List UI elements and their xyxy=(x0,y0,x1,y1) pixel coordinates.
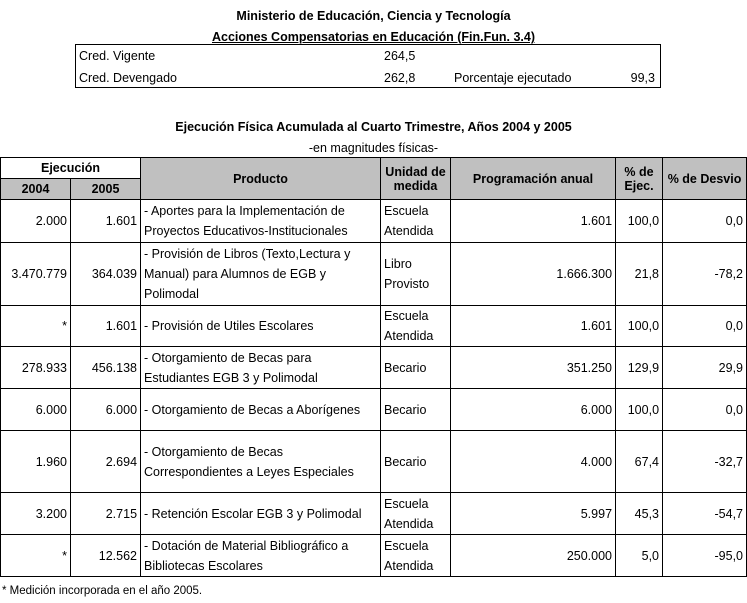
cell-2005: 1.601 xyxy=(71,306,141,347)
cell-unidad: Becario xyxy=(381,347,451,389)
pct-executed-value: 99,3 xyxy=(630,71,655,85)
cell-2005: 2.715 xyxy=(71,493,141,535)
credit-row-vigente xyxy=(76,49,660,69)
cell-pct-desvio: 0,0 xyxy=(663,306,747,347)
cell-unidad: Escuela Atendida xyxy=(381,493,451,535)
cell-2005: 12.562 xyxy=(71,535,141,577)
cell-programacion: 4.000 xyxy=(451,431,616,493)
credit-box xyxy=(75,44,661,88)
section-title: Ejecución Física Acumulada al Cuarto Trimestre, Años 2004 y 2005 xyxy=(175,120,572,134)
table-row xyxy=(1,306,747,347)
header-pct-desvio: % de Desvio xyxy=(663,158,747,200)
cell-unidad: Becario xyxy=(381,431,451,493)
cell-programacion: 351.250 xyxy=(451,347,616,389)
devengado-value: 262,8 xyxy=(384,71,416,85)
cell-2005: 6.000 xyxy=(71,389,141,431)
cell-programacion: 1.601 xyxy=(451,306,616,347)
cell-pct-ejec: 45,3 xyxy=(616,493,663,535)
cell-pct-desvio: -78,2 xyxy=(663,243,747,306)
cell-programacion: 1.601 xyxy=(451,200,616,243)
cell-pct-ejec: 67,4 xyxy=(616,431,663,493)
cell-pct-ejec: 21,8 xyxy=(616,243,663,306)
cell-2004: 278.933 xyxy=(1,347,71,389)
cell-pct-desvio: -95,0 xyxy=(663,535,747,577)
header-unidad: Unidad de medida xyxy=(381,158,451,200)
cell-2005: 364.039 xyxy=(71,243,141,306)
cell-2005: 2.694 xyxy=(71,431,141,493)
cell-producto: - Retención Escolar EGB 3 y Polimodal xyxy=(141,493,381,535)
header-ejecucion: Ejecución xyxy=(1,158,141,179)
execution-table xyxy=(0,157,747,577)
cell-unidad: Escuela Atendida xyxy=(381,306,451,347)
cell-2004: 1.960 xyxy=(1,431,71,493)
cell-2005: 456.138 xyxy=(71,347,141,389)
cell-pct-ejec: 100,0 xyxy=(616,306,663,347)
cell-programacion: 1.666.300 xyxy=(451,243,616,306)
cell-pct-ejec: 100,0 xyxy=(616,389,663,431)
cell-programacion: 250.000 xyxy=(451,535,616,577)
table-row xyxy=(1,243,747,306)
cell-2005: 1.601 xyxy=(71,200,141,243)
cell-producto: - Provisión de Utiles Escolares xyxy=(141,306,381,347)
footnote: * Medición incorporada en el año 2005. xyxy=(2,585,203,597)
table-row xyxy=(1,200,747,243)
cell-2004: 3.470.779 xyxy=(1,243,71,306)
cell-pct-ejec: 129,9 xyxy=(616,347,663,389)
cell-2004: 6.000 xyxy=(1,389,71,431)
header-pct-ejec: % de Ejec. xyxy=(616,158,663,200)
ministry-title: Ministerio de Educación, Ciencia y Tecnología xyxy=(236,9,511,23)
section-subtitle: -en magnitudes físicas- xyxy=(308,141,439,155)
program-title: Acciones Compensatorias en Educación (Fin.Fun. 3.4) xyxy=(212,30,535,44)
header-2005: 2005 xyxy=(71,179,141,200)
vigente-value: 264,5 xyxy=(384,49,416,63)
cell-pct-desvio: 0,0 xyxy=(663,200,747,243)
cell-producto: - Dotación de Material Bibliográfico a Bibliotecas Escolares xyxy=(141,535,381,577)
cell-unidad: Escuela Atendida xyxy=(381,535,451,577)
cell-producto: - Otorgamiento de Becas para Estudiantes EGB 3 y Polimodal xyxy=(141,347,381,389)
header-producto: Producto xyxy=(141,158,381,200)
cell-pct-desvio: 0,0 xyxy=(663,389,747,431)
cell-producto: - Otorgamiento de Becas a Aborígenes xyxy=(141,389,381,431)
cell-pct-ejec: 100,0 xyxy=(616,200,663,243)
vigente-label: Cred. Vigente xyxy=(79,49,156,63)
table-row xyxy=(1,535,747,577)
cell-pct-ejec: 5,0 xyxy=(616,535,663,577)
cell-programacion: 5.997 xyxy=(451,493,616,535)
cell-2004: 3.200 xyxy=(1,493,71,535)
cell-pct-desvio: 29,9 xyxy=(663,347,747,389)
table-row xyxy=(1,431,747,493)
cell-2004: * xyxy=(1,535,71,577)
cell-unidad: Becario xyxy=(381,389,451,431)
cell-programacion: 6.000 xyxy=(451,389,616,431)
header-2004: 2004 xyxy=(1,179,71,200)
credit-row-devengado xyxy=(76,71,660,91)
cell-producto: - Provisión de Libros (Texto,Lectura y Manual) para Alumnos de EGB y Polimodal xyxy=(141,243,381,306)
cell-2004: * xyxy=(1,306,71,347)
cell-unidad: Libro Provisto xyxy=(381,243,451,306)
table-row xyxy=(1,493,747,535)
cell-pct-desvio: -54,7 xyxy=(663,493,747,535)
cell-producto: - Aportes para la Implementación de Proyectos Educativos-Institucionales xyxy=(141,200,381,243)
cell-producto: - Otorgamiento de Becas Correspondientes a Leyes Especiales xyxy=(141,431,381,493)
header-programacion: Programación anual xyxy=(451,158,616,200)
cell-2004: 2.000 xyxy=(1,200,71,243)
pct-executed-label: Porcentaje ejecutado xyxy=(454,71,572,85)
cell-pct-desvio: -32,7 xyxy=(663,431,747,493)
devengado-label: Cred. Devengado xyxy=(79,71,177,85)
table-row xyxy=(1,347,747,389)
cell-unidad: Escuela Atendida xyxy=(381,200,451,243)
table-row xyxy=(1,389,747,431)
